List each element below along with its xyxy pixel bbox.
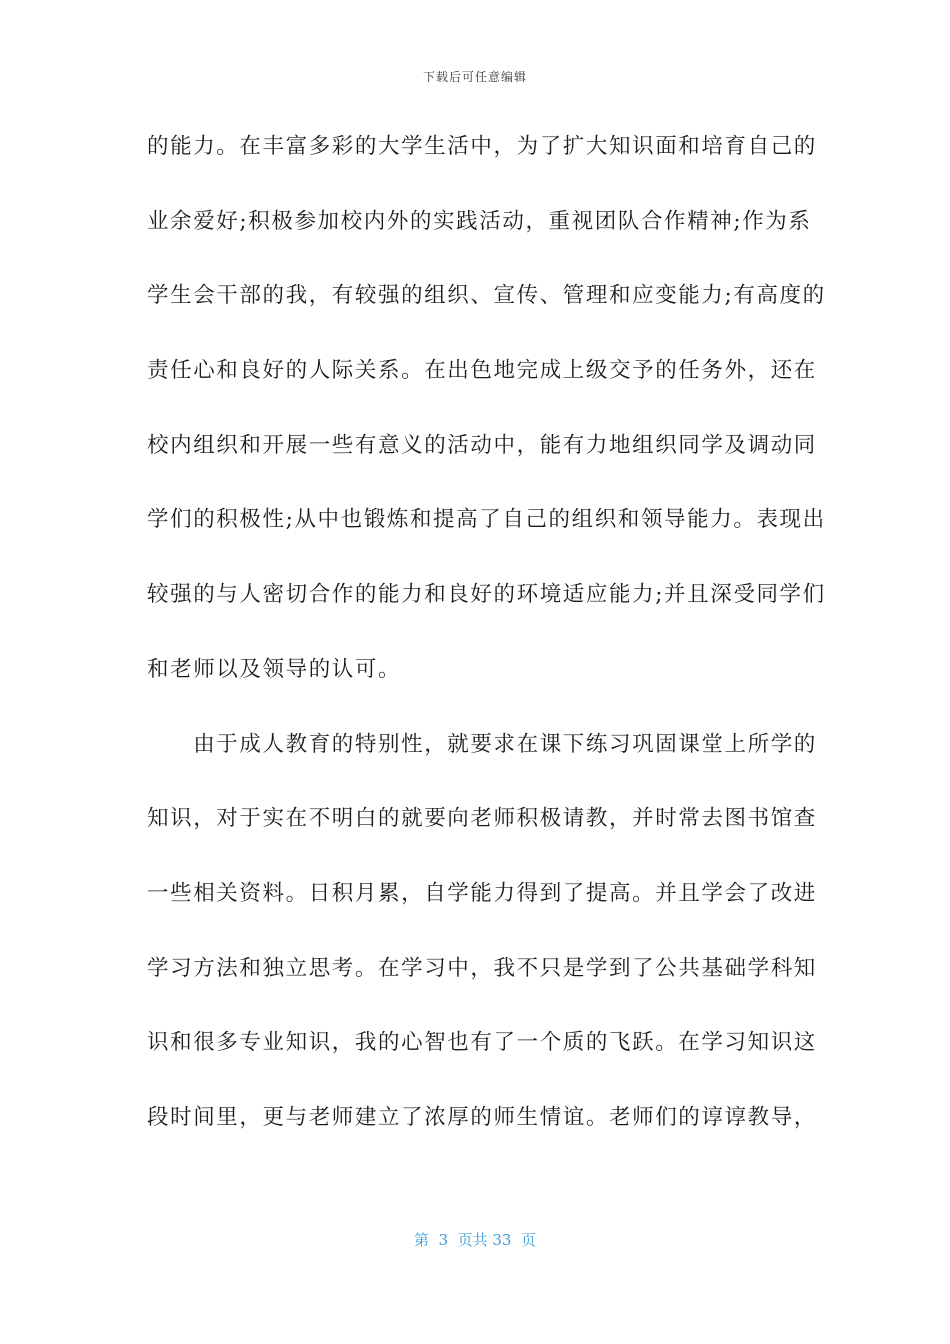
text-line: 和老师以及领导的认可。 bbox=[147, 656, 402, 682]
text-line: 一些相关资料。日积月累，自学能力得到了提高。并且学会了改进 bbox=[147, 880, 817, 906]
body-text bbox=[147, 126, 826, 1172]
text-line: 学们的积极性;从中也锻炼和提高了自己的组织和领导能力。表现出 bbox=[147, 507, 826, 533]
text-line: 知识，对于实在不明白的就要向老师积极请教，并时常去图书馆查 bbox=[147, 806, 817, 832]
text-line: 学生会干部的我，有较强的组织、宣传、管理和应变能力;有高度的 bbox=[147, 283, 826, 309]
text-line: 校内组织和开展一些有意义的活动中，能有力地组织同学及调动同 bbox=[147, 432, 817, 458]
text-line: 由于成人教育的特别性，就要求在课下练习巩固课堂上所学的 bbox=[147, 731, 817, 757]
text-line: 较强的与人密切合作的能力和良好的环境适应能力;并且深受同学们 bbox=[147, 582, 826, 608]
text-line: 学习方法和独立思考。在学习中，我不只是学到了公共基础学科知 bbox=[147, 955, 817, 981]
text-line: 识和很多专业知识，我的心智也有了一个质的飞跃。在学习知识这 bbox=[147, 1030, 817, 1056]
page-header: 下载后可任意编辑 bbox=[422, 70, 527, 84]
text-line: 的能力。在丰富多彩的大学生活中，为了扩大知识面和培育自己的 bbox=[147, 134, 817, 159]
text-line: 段时间里，更与老师建立了浓厚的师生情谊。老师们的谆谆教导， bbox=[147, 1104, 817, 1130]
page-number-footer: 第 3 页共 33 页 bbox=[413, 1231, 536, 1249]
text-line: 业余爱好;积极参加校内外的实践活动，重视团队合作精神;作为系 bbox=[147, 208, 812, 234]
text-line: 责任心和良好的人际关系。在出色地完成上级交予的任务外，还在 bbox=[147, 358, 817, 384]
